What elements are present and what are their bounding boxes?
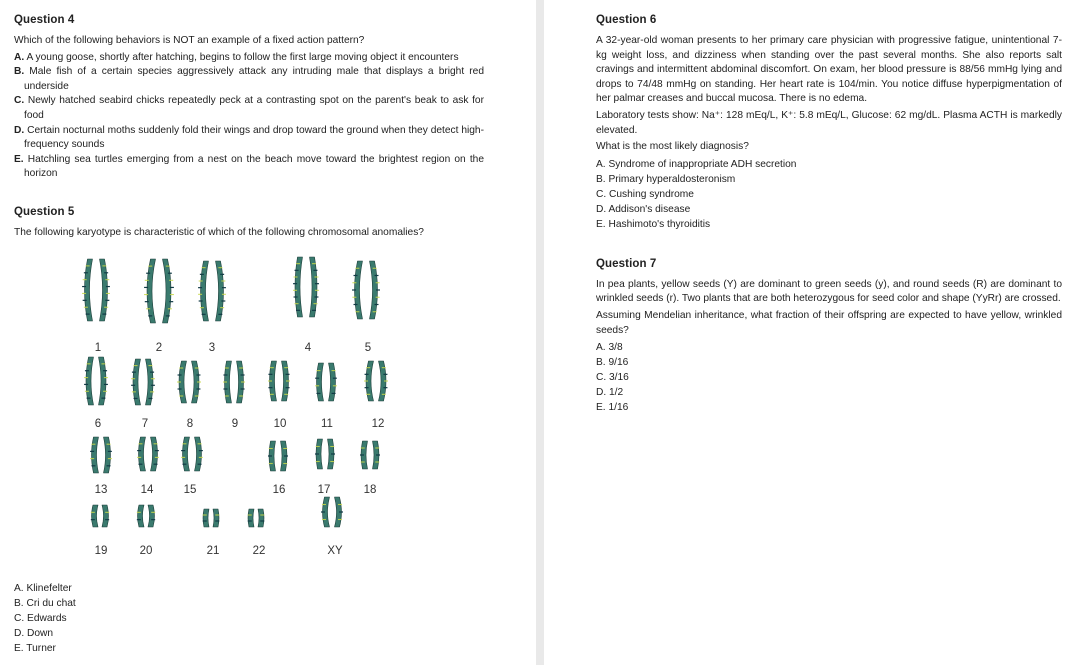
option-letter: E.: [14, 153, 24, 165]
chromosome-icon: [379, 361, 389, 401]
option-text: 3/16: [606, 372, 629, 384]
chromosome-icon: [102, 505, 109, 527]
question-7: [596, 258, 1062, 415]
section-gap: [14, 182, 484, 206]
question-stem: Which of the following behaviors is NOT an example of a fixed action pattern?: [14, 35, 365, 46]
karyotype-label: 7: [141, 417, 149, 430]
option-text: Addison's disease: [606, 203, 691, 215]
question-stem: A 32-year-old woman presents to her primary care physician with progressive fatigue, unintentional 7-kg weight loss, and dizziness when standing over the past several months. She also reports salt cravings and intermittent abdominal discomfort. On exam, her blood pressure is 88/56 mmHg lying and drops to 74/48 mmHg on standing. Her heart rate is 104/min. You notice diffuse hyperpigmentation of her palmar creases and buccal mucosa. There is no edema.: [596, 35, 1062, 105]
option-text: 3/8: [605, 342, 623, 354]
chromosome-icon: [198, 261, 208, 321]
karyotype-label: 20: [139, 544, 153, 557]
option-text: Cri du chat: [23, 597, 76, 609]
question-6: [596, 14, 1062, 232]
chromosome-icon: [91, 505, 98, 527]
chromosome-icon: [281, 441, 289, 471]
chromosome-icon: [146, 359, 155, 405]
karyotype-label: 4: [304, 341, 312, 354]
answer-option[interactable]: [14, 94, 484, 123]
karyotype-label: 14: [140, 483, 154, 496]
chromosome-icon: [223, 361, 232, 403]
answer-option[interactable]: [14, 51, 484, 66]
chromosome-icon: [268, 361, 277, 401]
chromosome-icon: [181, 437, 189, 471]
chromosome-icon: [137, 505, 144, 527]
right-page: [544, 0, 1080, 665]
chromosome-icon: [268, 441, 276, 471]
option-letter: D.: [596, 203, 607, 215]
chromosome-icon: [258, 509, 264, 527]
question-title: Question 7: [596, 257, 657, 270]
answer-option[interactable]: [596, 385, 1062, 400]
option-letter: C.: [14, 95, 25, 107]
question-title: Question 6: [596, 14, 657, 26]
karyotype-label: 17: [317, 483, 331, 496]
chromosome-icon: [84, 357, 93, 405]
question-stem: In pea plants, yellow seeds (Y) are dominant to green seeds (y), and round seeds (R) are dominant to wrinkled seeds (r). Two plants that are both heterozygous for seed color and shape (YyRr) are crossed.: [596, 278, 1062, 305]
option-text: Cushing syndrome: [606, 188, 694, 200]
option-letter: C.: [596, 188, 607, 200]
answer-option[interactable]: [14, 611, 484, 626]
chromosome-icon: [131, 359, 140, 405]
answer-option[interactable]: [596, 157, 1062, 172]
option-text: Hashimoto's thyroiditis: [605, 218, 711, 230]
option-letter: A.: [14, 51, 25, 63]
chromosome-icon: [148, 505, 155, 527]
chromosome-icon: [216, 261, 226, 321]
karyotype-label: 11: [321, 417, 333, 430]
option-letter: D.: [14, 627, 25, 639]
chromosome-icon: [370, 261, 381, 319]
option-text: Down: [24, 627, 54, 639]
option-text: 1/2: [606, 387, 624, 399]
option-letter: A.: [596, 158, 606, 170]
right-column: [596, 14, 1062, 415]
chromosome-icon: [213, 509, 219, 527]
left-column: [14, 14, 484, 656]
question-title: Question 4: [14, 14, 75, 26]
option-text: A young goose, shortly after hatching, begins to follow the first large moving object it encounters: [24, 51, 459, 63]
option-text: Syndrome of inappropriate ADH secretion: [605, 158, 797, 170]
chromosome-icon: [360, 441, 368, 469]
chromosome-icon: [352, 261, 363, 319]
answer-option[interactable]: [596, 172, 1062, 187]
chromosome-icon: [195, 437, 203, 471]
karyotype-label: 6: [94, 417, 102, 430]
option-text: Newly hatched seabird chicks repeatedly peck at a contrasting spot on the parent's beak to ask for food: [24, 95, 484, 121]
chromosome-icon: [248, 509, 254, 527]
option-text: Turner: [23, 642, 56, 654]
option-letter: E.: [596, 402, 606, 414]
option-text: Certain nocturnal moths suddenly fold their wings and drop toward the ground when they detect high-frequency sounds: [24, 124, 484, 151]
chromosome-icon: [203, 509, 209, 527]
answer-option[interactable]: [596, 202, 1062, 217]
question-prompt: What is the most likely diagnosis?: [596, 141, 749, 153]
option-letter: D.: [14, 124, 25, 136]
option-letter: C.: [14, 612, 25, 624]
question-title: Question 5: [14, 205, 75, 218]
answer-option[interactable]: [14, 596, 484, 611]
karyotype-label: 3: [208, 341, 216, 354]
chromosome-icon: [90, 437, 98, 473]
chromosome-icon: [100, 259, 110, 321]
option-letter: A.: [596, 342, 606, 354]
answer-option[interactable]: [596, 187, 1062, 202]
chromosome-icon: [321, 497, 330, 527]
karyotype-chromosomes: [82, 257, 388, 527]
karyotype-label: 15: [183, 483, 197, 496]
answer-option[interactable]: [596, 340, 1062, 355]
chromosome-icon: [329, 363, 337, 401]
karyotype-gap: [14, 571, 484, 581]
karyotype-label: 19: [94, 544, 108, 557]
karyotype-label: 16: [272, 483, 286, 496]
option-text: Male fish of a certain species aggressively attack any intruding male that displays a bright red underside: [24, 66, 484, 92]
chromosome-icon: [99, 357, 108, 405]
answer-option[interactable]: [596, 400, 1062, 415]
chromosome-icon: [151, 437, 159, 471]
karyotype-label: XY: [327, 544, 343, 557]
chromosome-icon: [364, 361, 374, 401]
chromosome-icon: [163, 259, 174, 323]
chromosome-icon: [315, 439, 323, 469]
chromosome-icon: [328, 439, 336, 469]
karyotype-label: 22: [252, 544, 266, 557]
answer-option[interactable]: [14, 124, 484, 153]
karyotype-label: 5: [364, 341, 372, 354]
question-5: [14, 206, 484, 656]
karyotype-label: 9: [231, 417, 239, 430]
answer-option[interactable]: [14, 581, 484, 596]
answer-option[interactable]: [14, 153, 484, 182]
answer-option[interactable]: [596, 355, 1062, 370]
chromosome-icon: [177, 361, 187, 403]
chromosome-icon: [293, 257, 302, 317]
option-letter: A.: [14, 582, 24, 594]
answer-option[interactable]: [14, 65, 484, 94]
karyotype-label: 21: [206, 544, 220, 557]
option-text: 1/16: [605, 402, 629, 414]
chromosome-icon: [137, 437, 145, 471]
karyotype-label: 1: [94, 341, 102, 354]
question-4: [14, 14, 484, 182]
option-letter: B.: [14, 597, 24, 609]
karyotype-label: 18: [363, 483, 377, 496]
answer-option[interactable]: [14, 626, 484, 641]
option-letter: D.: [596, 387, 607, 399]
option-letter: C.: [596, 372, 607, 384]
left-page: [0, 0, 536, 665]
option-letter: B.: [596, 357, 606, 369]
karyotype-label: 12: [371, 417, 385, 430]
karyotype-label: 13: [94, 483, 108, 496]
answer-option[interactable]: [14, 641, 484, 656]
chromosome-icon: [82, 259, 92, 321]
karyotype-label: 10: [273, 417, 287, 430]
option-text: Klinefelter: [23, 582, 72, 594]
karyotype-label: 2: [155, 341, 163, 354]
question-stem: The following karyotype is characteristic of which of the following chromosomal anomalies?: [14, 226, 424, 238]
option-text: 9/16: [605, 357, 629, 369]
chromosome-icon: [310, 257, 319, 317]
option-letter: E.: [14, 642, 24, 654]
chromosome-icon: [144, 259, 155, 323]
option-letter: B.: [596, 173, 606, 185]
section-gap: [596, 232, 1062, 258]
karyotype-image: [14, 251, 434, 571]
chromosome-icon: [104, 437, 112, 473]
option-text: Hatchling sea turtles emerging from a nest on the beach move toward the brightest region on the horizon: [23, 153, 484, 180]
chromosome-icon: [192, 361, 202, 403]
chromosome-icon: [237, 361, 246, 403]
option-text: Primary hyperaldosteronism: [605, 173, 736, 185]
karyotype-label: 8: [186, 417, 194, 430]
answer-option[interactable]: [596, 217, 1062, 232]
chromosome-icon: [373, 441, 381, 469]
option-letter: E.: [596, 218, 606, 230]
chromosome-icon: [282, 361, 291, 401]
lab-results: Laboratory tests show: Na⁺: 128 mEq/L, K⁺: 5.8 mEq/L, Glucose: 62 mg/dL. Plasma ACTH is markedly elevated.: [596, 109, 1062, 136]
option-letter: B.: [14, 66, 25, 78]
question-prompt: Assuming Mendelian inheritance, what fraction of their offspring are expected to have yellow, wrinkled seeds?: [596, 309, 1062, 336]
option-text: Edwards: [24, 612, 67, 624]
answer-option[interactable]: [596, 370, 1062, 385]
chromosome-icon: [315, 363, 323, 401]
chromosome-icon: [335, 497, 344, 527]
